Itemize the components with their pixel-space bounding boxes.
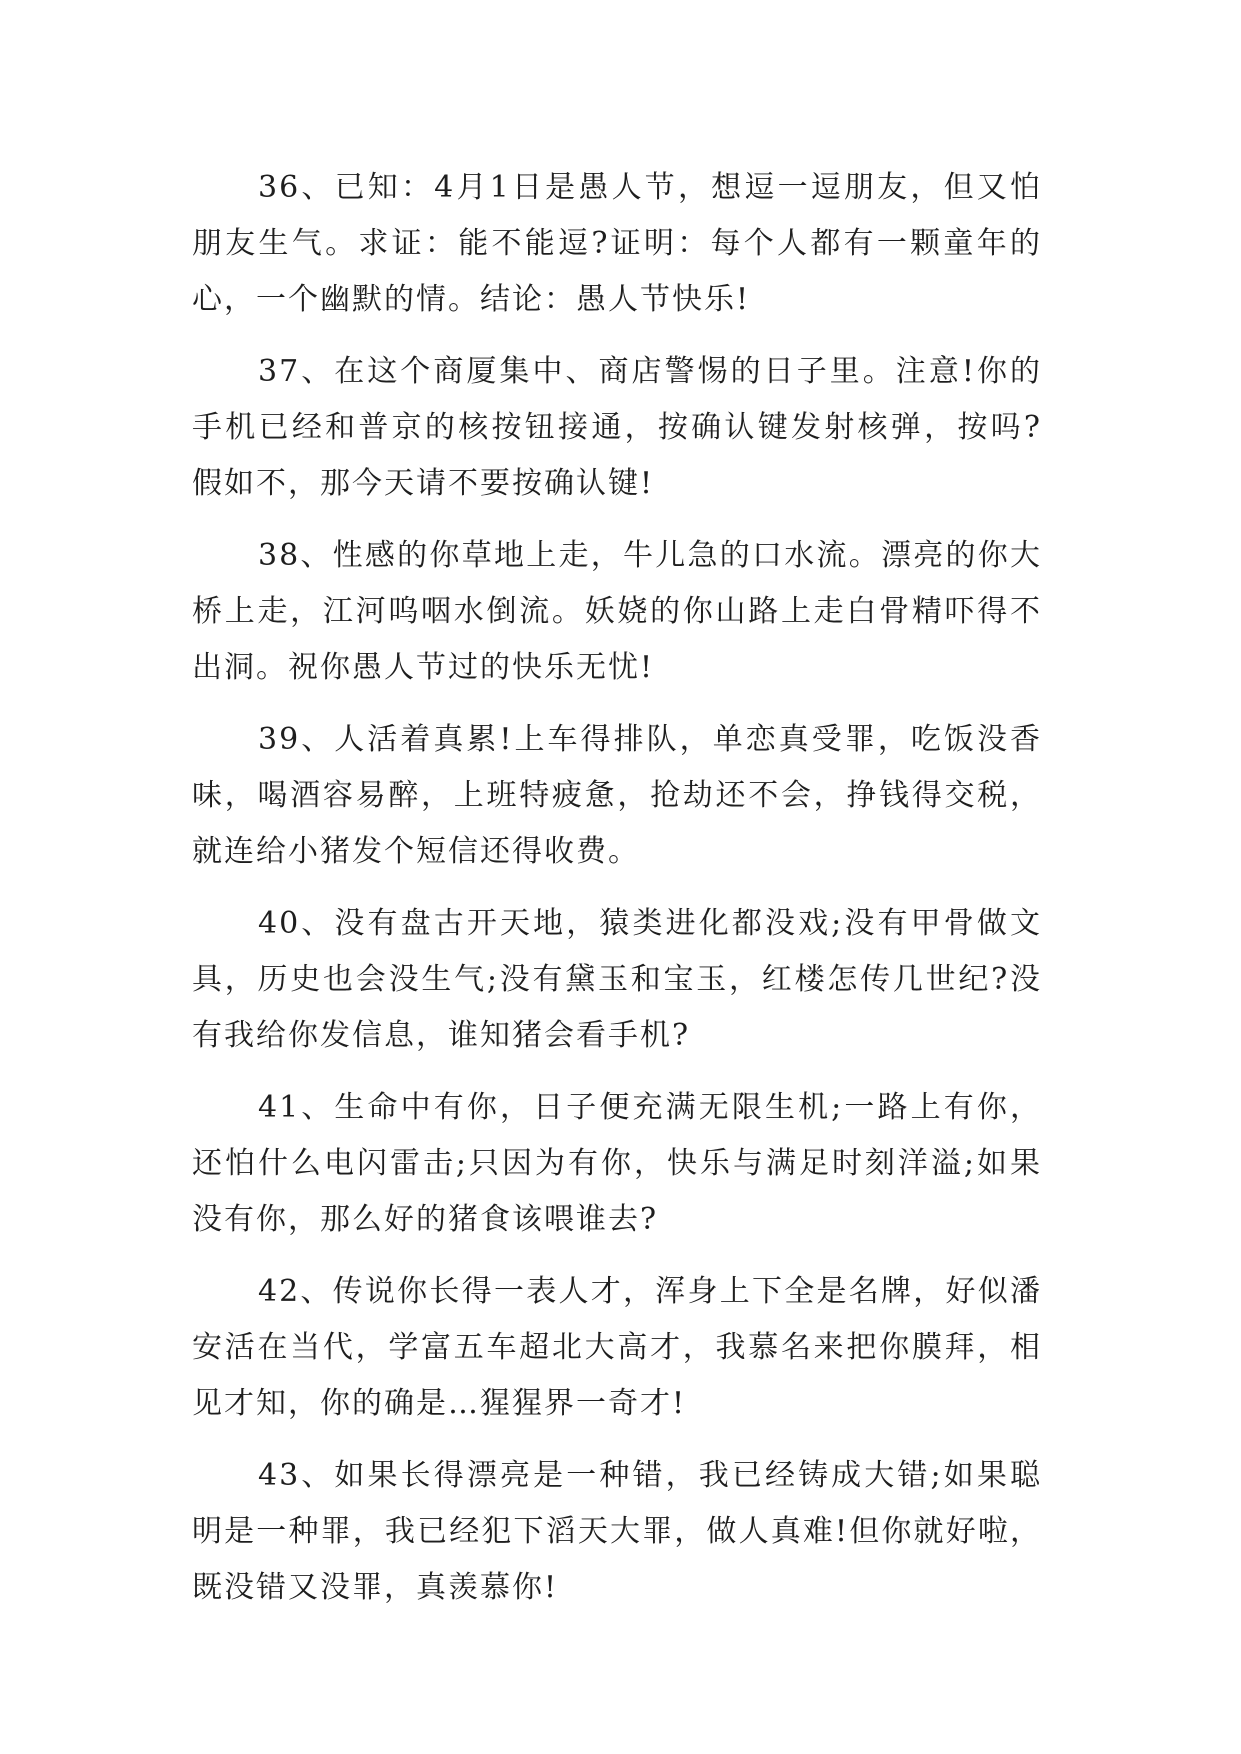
paragraph-40: 40、没有盘古开天地，猿类进化都没戏;没有甲骨做文具，历史也会没生气;没有黛玉和宝玉，红楼怎传几世纪?没有我给你发信息，谁知猪会看手机? (192, 906, 1042, 1053)
paragraph-43: 43、如果长得漂亮是一种错，我已经铸成大错;如果聪明是一种罪，我已经犯下滔天大罪，做人真难!但你就好啦，既没错又没罪，真羡慕你! (192, 1458, 1042, 1605)
paragraph-37: 37、在这个商厦集中、商店警惕的日子里。注意!你的手机已经和普京的核按钮接通，按确认键发射核弹，按吗?假如不，那今天请不要按确认键! (192, 354, 1042, 501)
document-body (192, 160, 1042, 1632)
paragraph-42: 42、传说你长得一表人才，浑身上下全是名牌，好似潘安活在当代，学富五车超北大高才，我慕名来把你膜拜，相见才知，你的确是…猩猩界一奇才! (192, 1274, 1042, 1421)
paragraph-41: 41、生命中有你，日子便充满无限生机;一路上有你，还怕什么电闪雷击;只因为有你，快乐与满足时刻洋溢;如果没有你，那么好的猪食该喂谁去? (192, 1090, 1042, 1237)
paragraph-38: 38、性感的你草地上走，牛儿急的口水流。漂亮的你大桥上走，江河呜咽水倒流。妖娆的你山路上走白骨精吓得不出洞。祝你愚人节过的快乐无忧! (192, 538, 1042, 685)
paragraph-36: 36、已知：4月1日是愚人节，想逗一逗朋友，但又怕朋友生气。求证：能不能逗?证明：每个人都有一颗童年的心，一个幽默的情。结论：愚人节快乐! (192, 170, 1042, 317)
paragraph-39: 39、人活着真累!上车得排队，单恋真受罪，吃饭没香味，喝酒容易醉，上班特疲惫，抢劫还不会，挣钱得交税，就连给小猪发个短信还得收费。 (192, 722, 1042, 869)
